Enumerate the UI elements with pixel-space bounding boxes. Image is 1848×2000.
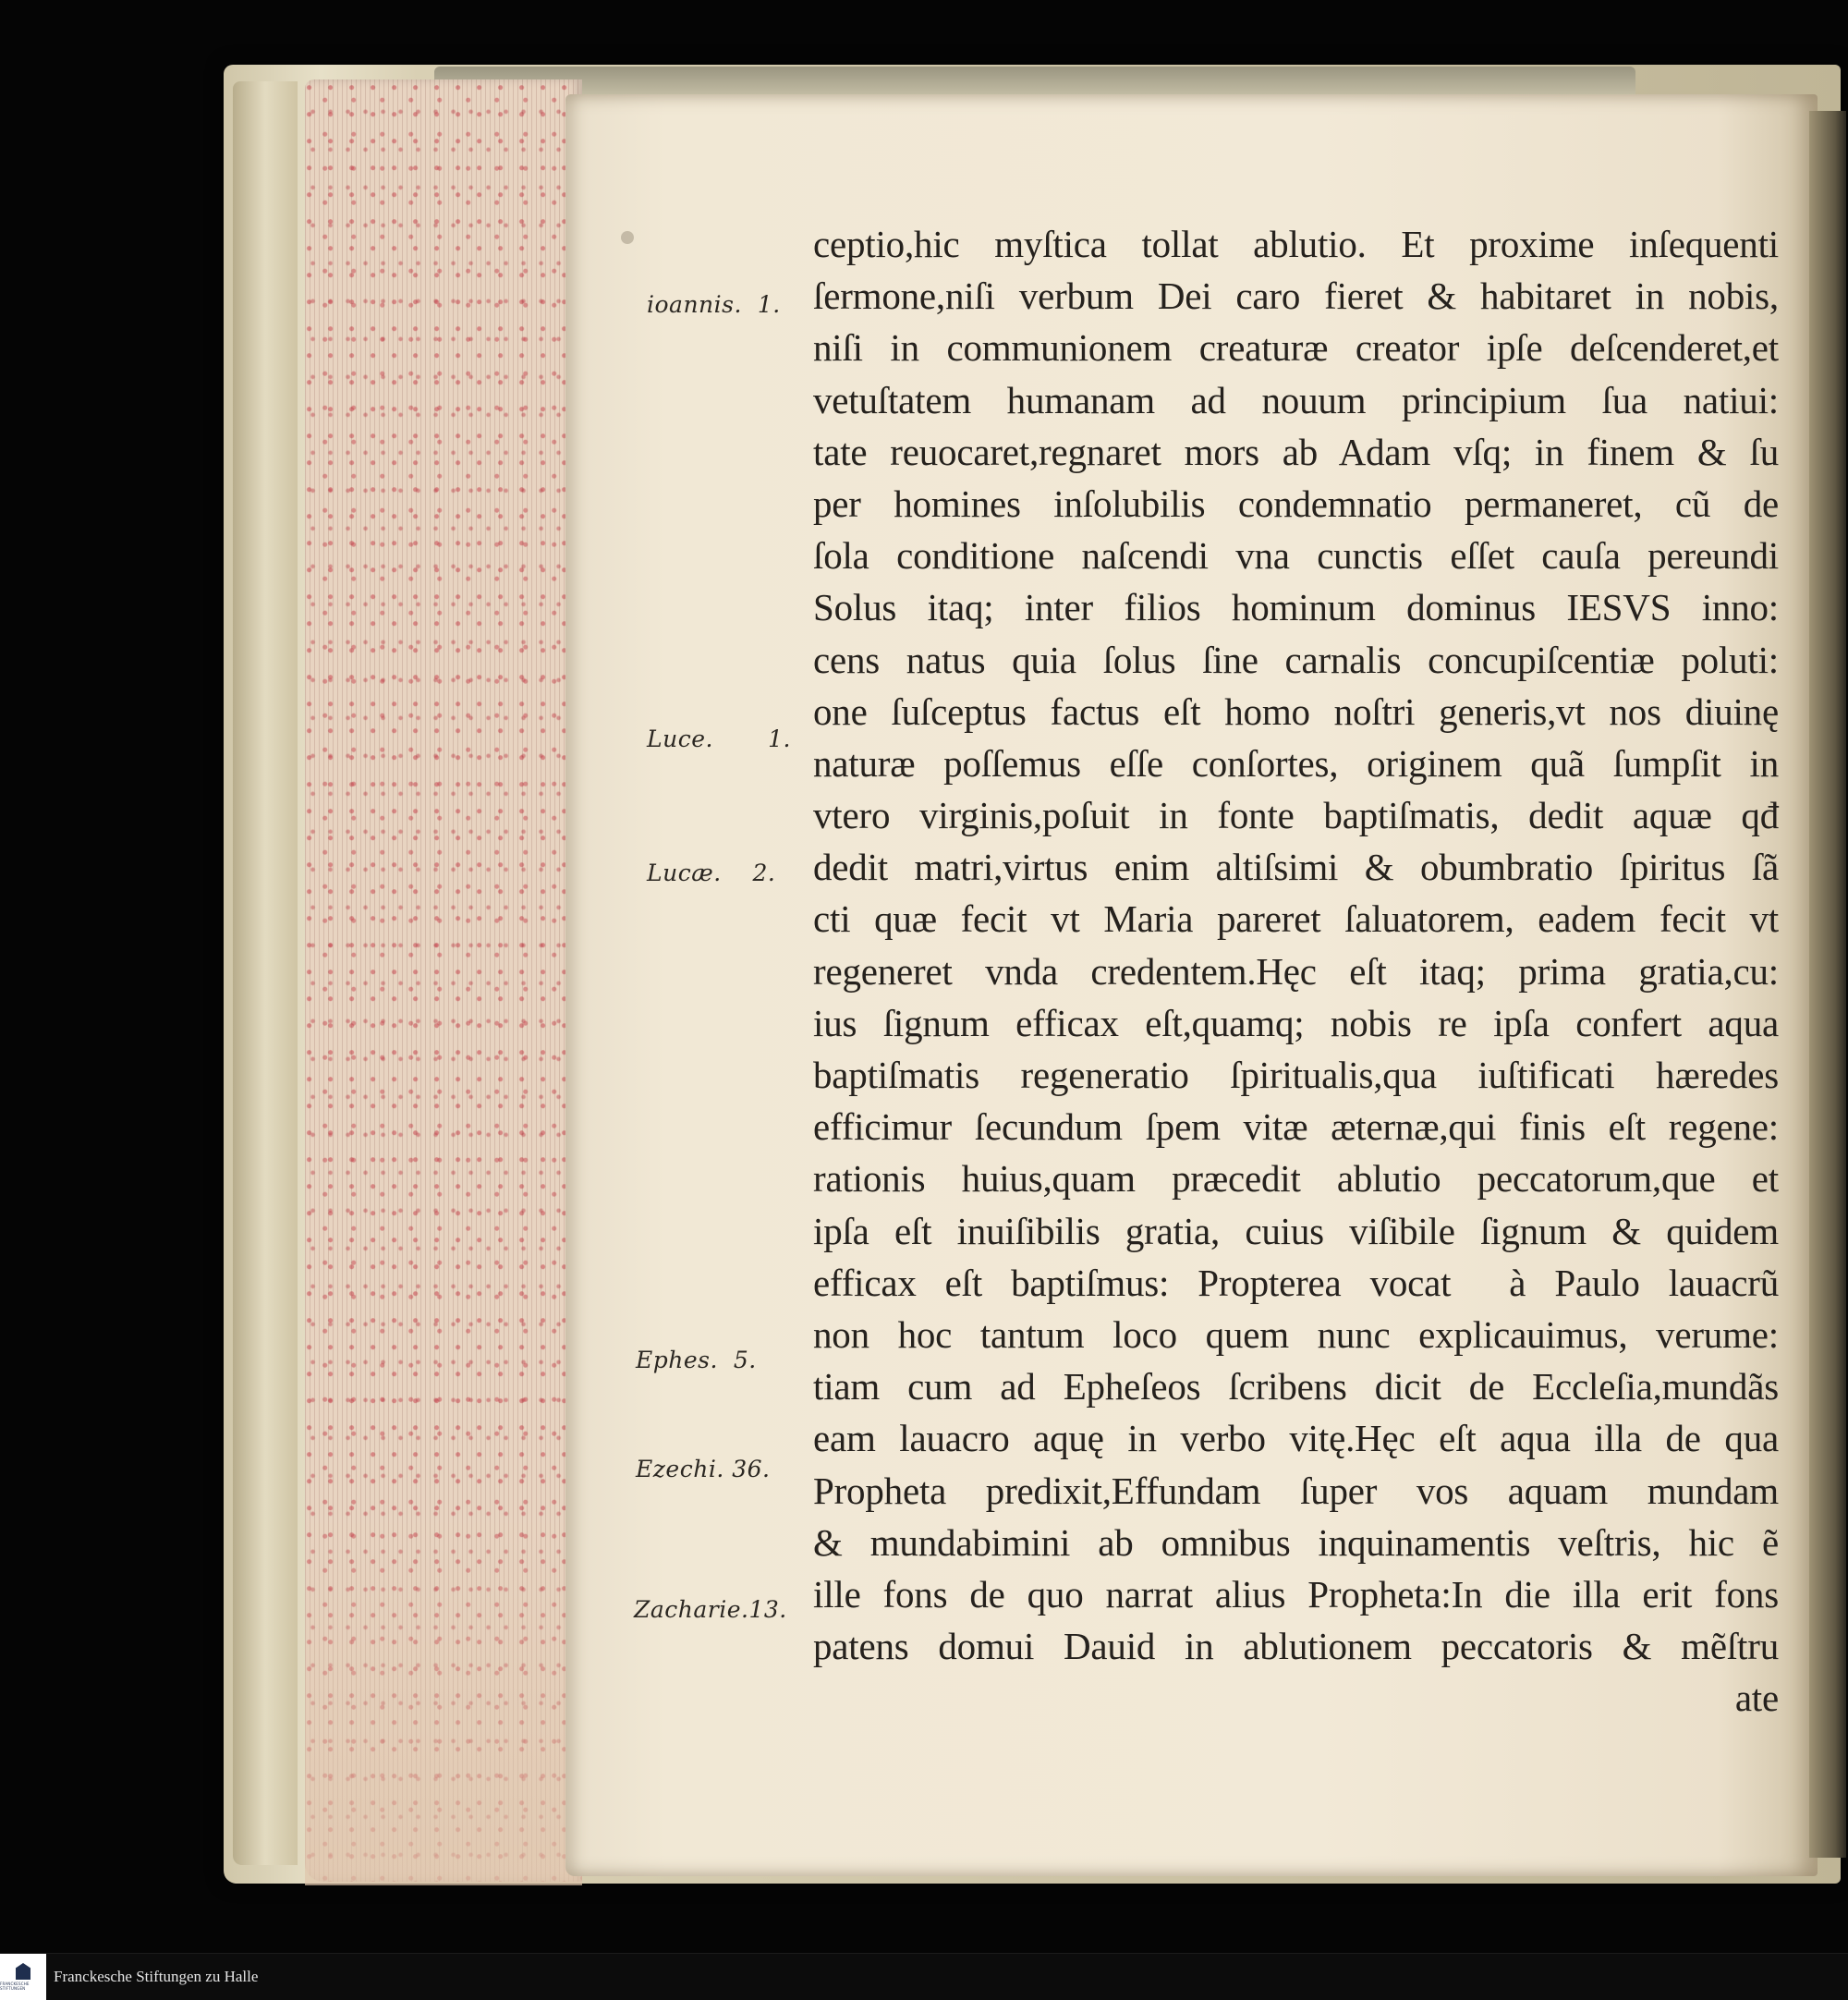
text-line: non hoc tantum loco quem nunc explicauimus, verume:: [813, 1312, 1779, 1356]
text-line: rationis huius,quam præcedit ablutio peccatorum,que et: [813, 1157, 1779, 1201]
margin-note-num: 5.: [733, 1347, 757, 1373]
building-icon: [16, 1963, 30, 1980]
text-line: naturæ poſſemus eſſe conſortes, originem quã ſumpſit in: [813, 741, 1779, 785]
text-line: ate: [1734, 1677, 1779, 1720]
text-line: cens natus quia ſolus ſine carnalis concupiſcentiæ poluti:: [813, 638, 1779, 681]
text-line: regeneret vnda credentem.Hęc eſt itaq; prima gratia,cu:: [813, 949, 1779, 993]
text-line: cti quæ fecit vt Maria pareret ſaluatorem, eadem fecit vt: [813, 897, 1779, 941]
text-line: per homines inſolubilis condemnatio permaneret, cũ de: [813, 482, 1779, 525]
text-line: tate reuocaret,regnaret mors ab Adam vſq; in finem & ſu: [813, 430, 1779, 473]
text-line: niſi in communionem creaturæ creator ipſe deſcenderet,et: [813, 326, 1779, 370]
text-line: vetuſtatem humanam ad nouum principium ſua natiui:: [813, 378, 1779, 421]
margin-note-num: 2.: [752, 860, 776, 886]
margin-note: [647, 291, 781, 318]
margin-note: [647, 726, 791, 752]
margin-note-ref: Ezechi.: [636, 1456, 724, 1482]
margin-note-num: 13.: [748, 1596, 787, 1623]
institution-logo: [0, 1954, 46, 2000]
text-line: efficax eſt baptiſmus: Propterea vocatᷣ à Paulo lauacrũ: [813, 1261, 1779, 1304]
margin-note: [634, 1596, 787, 1623]
margin-note-ref: Luce.: [647, 726, 713, 752]
margin-note-ref: Lucæ.: [647, 860, 722, 886]
text-line: ius ſignum efficax eſt,quamq; nobis re ipſa confert aqua: [813, 1001, 1779, 1044]
text-line: ceptio,hic myſtica tollat ablutio. Et proxime inſequenti: [813, 223, 1779, 265]
margin-note: [636, 1347, 757, 1373]
book-spine: [233, 81, 298, 1865]
text-line: eam lauacro aquę in verbo vitę.Hęc eſt aqua illa de qua: [813, 1417, 1779, 1460]
credit-text: Franckesche Stiftungen zu Halle: [54, 1968, 259, 1985]
margin-note: [647, 860, 775, 886]
margin-note-num: 36.: [732, 1456, 771, 1482]
footer-bar: [0, 1953, 1848, 2000]
margin-note-num: 1.: [757, 291, 781, 318]
text-line: efficimur ſecundum ſpem vitæ æternæ,qui finis eſt regene:: [813, 1105, 1779, 1149]
text-line: ſola conditione naſcendi vna cunctis eſſet cauſa pereundi: [813, 534, 1779, 578]
text-line: Solus itaq; inter filios hominum dominus IESVS inno:: [813, 586, 1779, 629]
page-text: [813, 218, 1779, 1724]
page-edges-shade: [305, 1516, 582, 1885]
text-line: baptiſmatis regeneratio ſpiritualis,qua iuſtificati hæredes: [813, 1054, 1779, 1096]
ink-smudge: [621, 231, 634, 244]
margin-note-ref: ioannis.: [647, 291, 742, 318]
text-line: dedit matri,virtus enim altiſsimi & obumbratio ſpiritus ſã: [813, 846, 1779, 889]
text-line: & mundabimini ab omnibus inquinamentis veſtris, hic ẽ: [813, 1520, 1779, 1564]
margin-note-num: 1.: [768, 726, 791, 752]
text-line: tiam cum ad Epheſeos ſcribens dicit de Eccleſia,mundãs: [813, 1365, 1779, 1409]
logo-text: FRANCKESCHE STIFTUNGEN: [0, 1982, 30, 1991]
text-line: ipſa eſt inuiſibilis gratia, cuius viſibile ſignum & quidem: [813, 1209, 1779, 1252]
margin-note-ref: Zacharie.: [634, 1596, 749, 1623]
text-line: Propheta predixit,Effundam ſuper vos aquam mundam: [813, 1469, 1779, 1512]
text-line: one ſuſceptus factus eſt homo noſtri generis,vt nos diuinę: [813, 689, 1779, 733]
text-line: ille fons de quo narrat alius Propheta:In die illa erit fons: [813, 1572, 1779, 1616]
page-gutter: [1809, 111, 1846, 1858]
margin-note-ref: Ephes.: [636, 1347, 718, 1373]
text-line: ſermone,niſi verbum Dei caro fieret & habitaret in nobis,: [813, 274, 1779, 318]
margin-note: [636, 1456, 770, 1482]
text-line: vtero virginis,poſuit in fonte baptiſmatis, dedit aquæ qđ: [813, 794, 1779, 837]
text-line: patens domui Dauid in ablutionem peccatoris & mẽſtru: [813, 1625, 1779, 1668]
